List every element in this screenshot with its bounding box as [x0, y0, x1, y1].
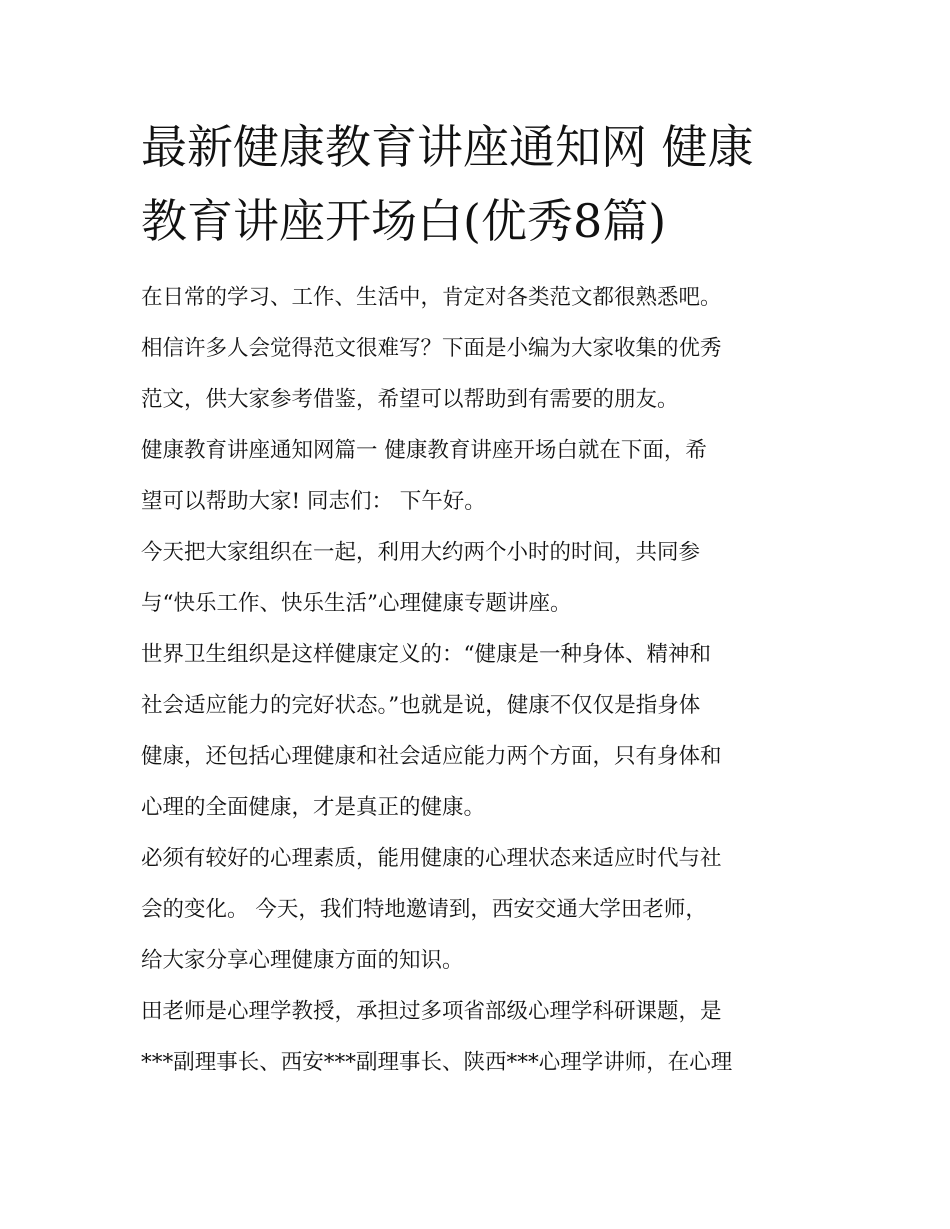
text-line: 田老师是心理学教授，承担过多项省部级心理学科研课题，是	[141, 999, 722, 1024]
text-line: 心理的全面健康，才是真正的健康。	[141, 795, 486, 820]
title-line: 最新健康教育讲座通知网 健康	[141, 120, 754, 174]
paragraph-speaker-intro	[141, 986, 813, 1088]
text-line: 望可以帮助大家! 同志们： 下午好。	[141, 489, 486, 514]
text-line: 给大家分享心理健康方面的知识。	[141, 948, 464, 973]
paragraph-gathering	[141, 527, 813, 629]
paragraph-intro	[141, 272, 813, 425]
document-title	[141, 110, 813, 258]
text-line: 今天把大家组织在一起，利用大约两个小时的时间，共同参	[141, 540, 701, 565]
text-line: 范文，供大家参考借鉴，希望可以帮助到有需要的朋友。	[141, 387, 679, 412]
paragraph-psychology	[141, 833, 813, 986]
document-content	[141, 110, 813, 1088]
paragraph-health-definition	[141, 629, 813, 833]
text-line: 相信许多人会觉得范文很难写？下面是小编为大家收集的优秀	[141, 336, 722, 361]
document-body	[141, 272, 813, 1088]
text-line: 会的变化。 今天，我们特地邀请到，西安交通大学田老师，	[141, 897, 707, 922]
text-line: 与“快乐工作、快乐生活”心理健康专题讲座。	[141, 591, 572, 616]
text-line: 世界卫生组织是这样健康定义的：“健康是一种身体、精神和	[141, 642, 711, 667]
text-line: ***副理事长、西安***副理事长、陕西***心理学讲师，在心理	[141, 1050, 733, 1075]
title-line: 教育讲座开场白(优秀8篇)	[141, 194, 667, 248]
text-line: 健康，还包括心理健康和社会适应能力两个方面，只有身体和	[141, 744, 722, 769]
text-line: 必须有较好的心理素质，能用健康的心理状态来适应时代与社	[141, 846, 722, 871]
paragraph-section-one	[141, 425, 813, 527]
text-line: 健康教育讲座通知网篇一 健康教育讲座开场白就在下面，希	[141, 438, 707, 463]
text-line: 社会适应能力的完好状态。”也就是说，健康不仅仅是指身体	[141, 693, 701, 718]
text-line: 在日常的学习、工作、生活中，肯定对各类范文都很熟悉吧。	[141, 285, 722, 310]
